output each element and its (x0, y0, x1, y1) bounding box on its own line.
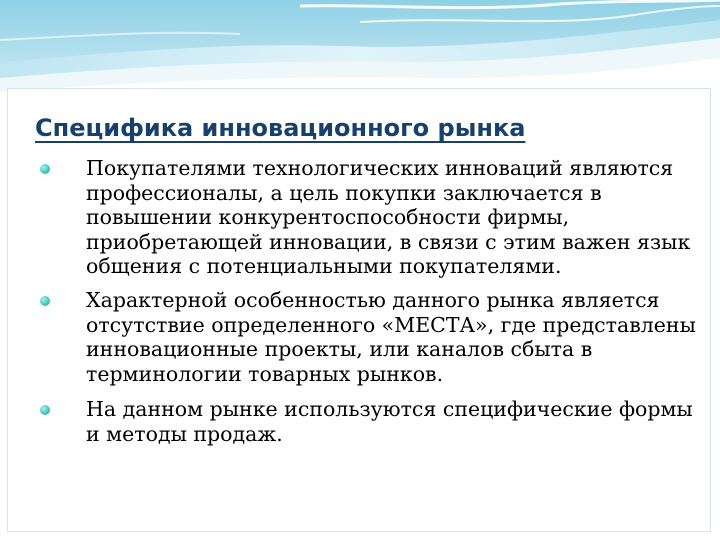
bullet-list (38, 156, 698, 447)
slide-title: Специфика инновационного рынка (35, 114, 526, 142)
bullet-item (38, 288, 698, 386)
bullet-text: Характерной особенностью данного рынка является отсутствие определенного «МЕСТА», где представлены инновационные проекты, или каналов сбыта в терминологии товарных рынков. (86, 287, 696, 386)
bullet-dot-icon (40, 164, 50, 174)
bullet-dot-icon (40, 405, 50, 415)
bullet-dot-icon (40, 296, 50, 306)
bullet-text: Покупателями технологических инноваций являются профессионалы, а цель покупки заключается в повышении конкурентоспособности фирмы, приобретающей инновации, в связи с этим важен язык общения с потенциальными покупателями. (86, 156, 691, 279)
bullet-item (38, 156, 698, 279)
bullet-text: На данном рынке используются специфические формы и методы продаж. (86, 397, 693, 446)
bullet-item (38, 397, 698, 446)
